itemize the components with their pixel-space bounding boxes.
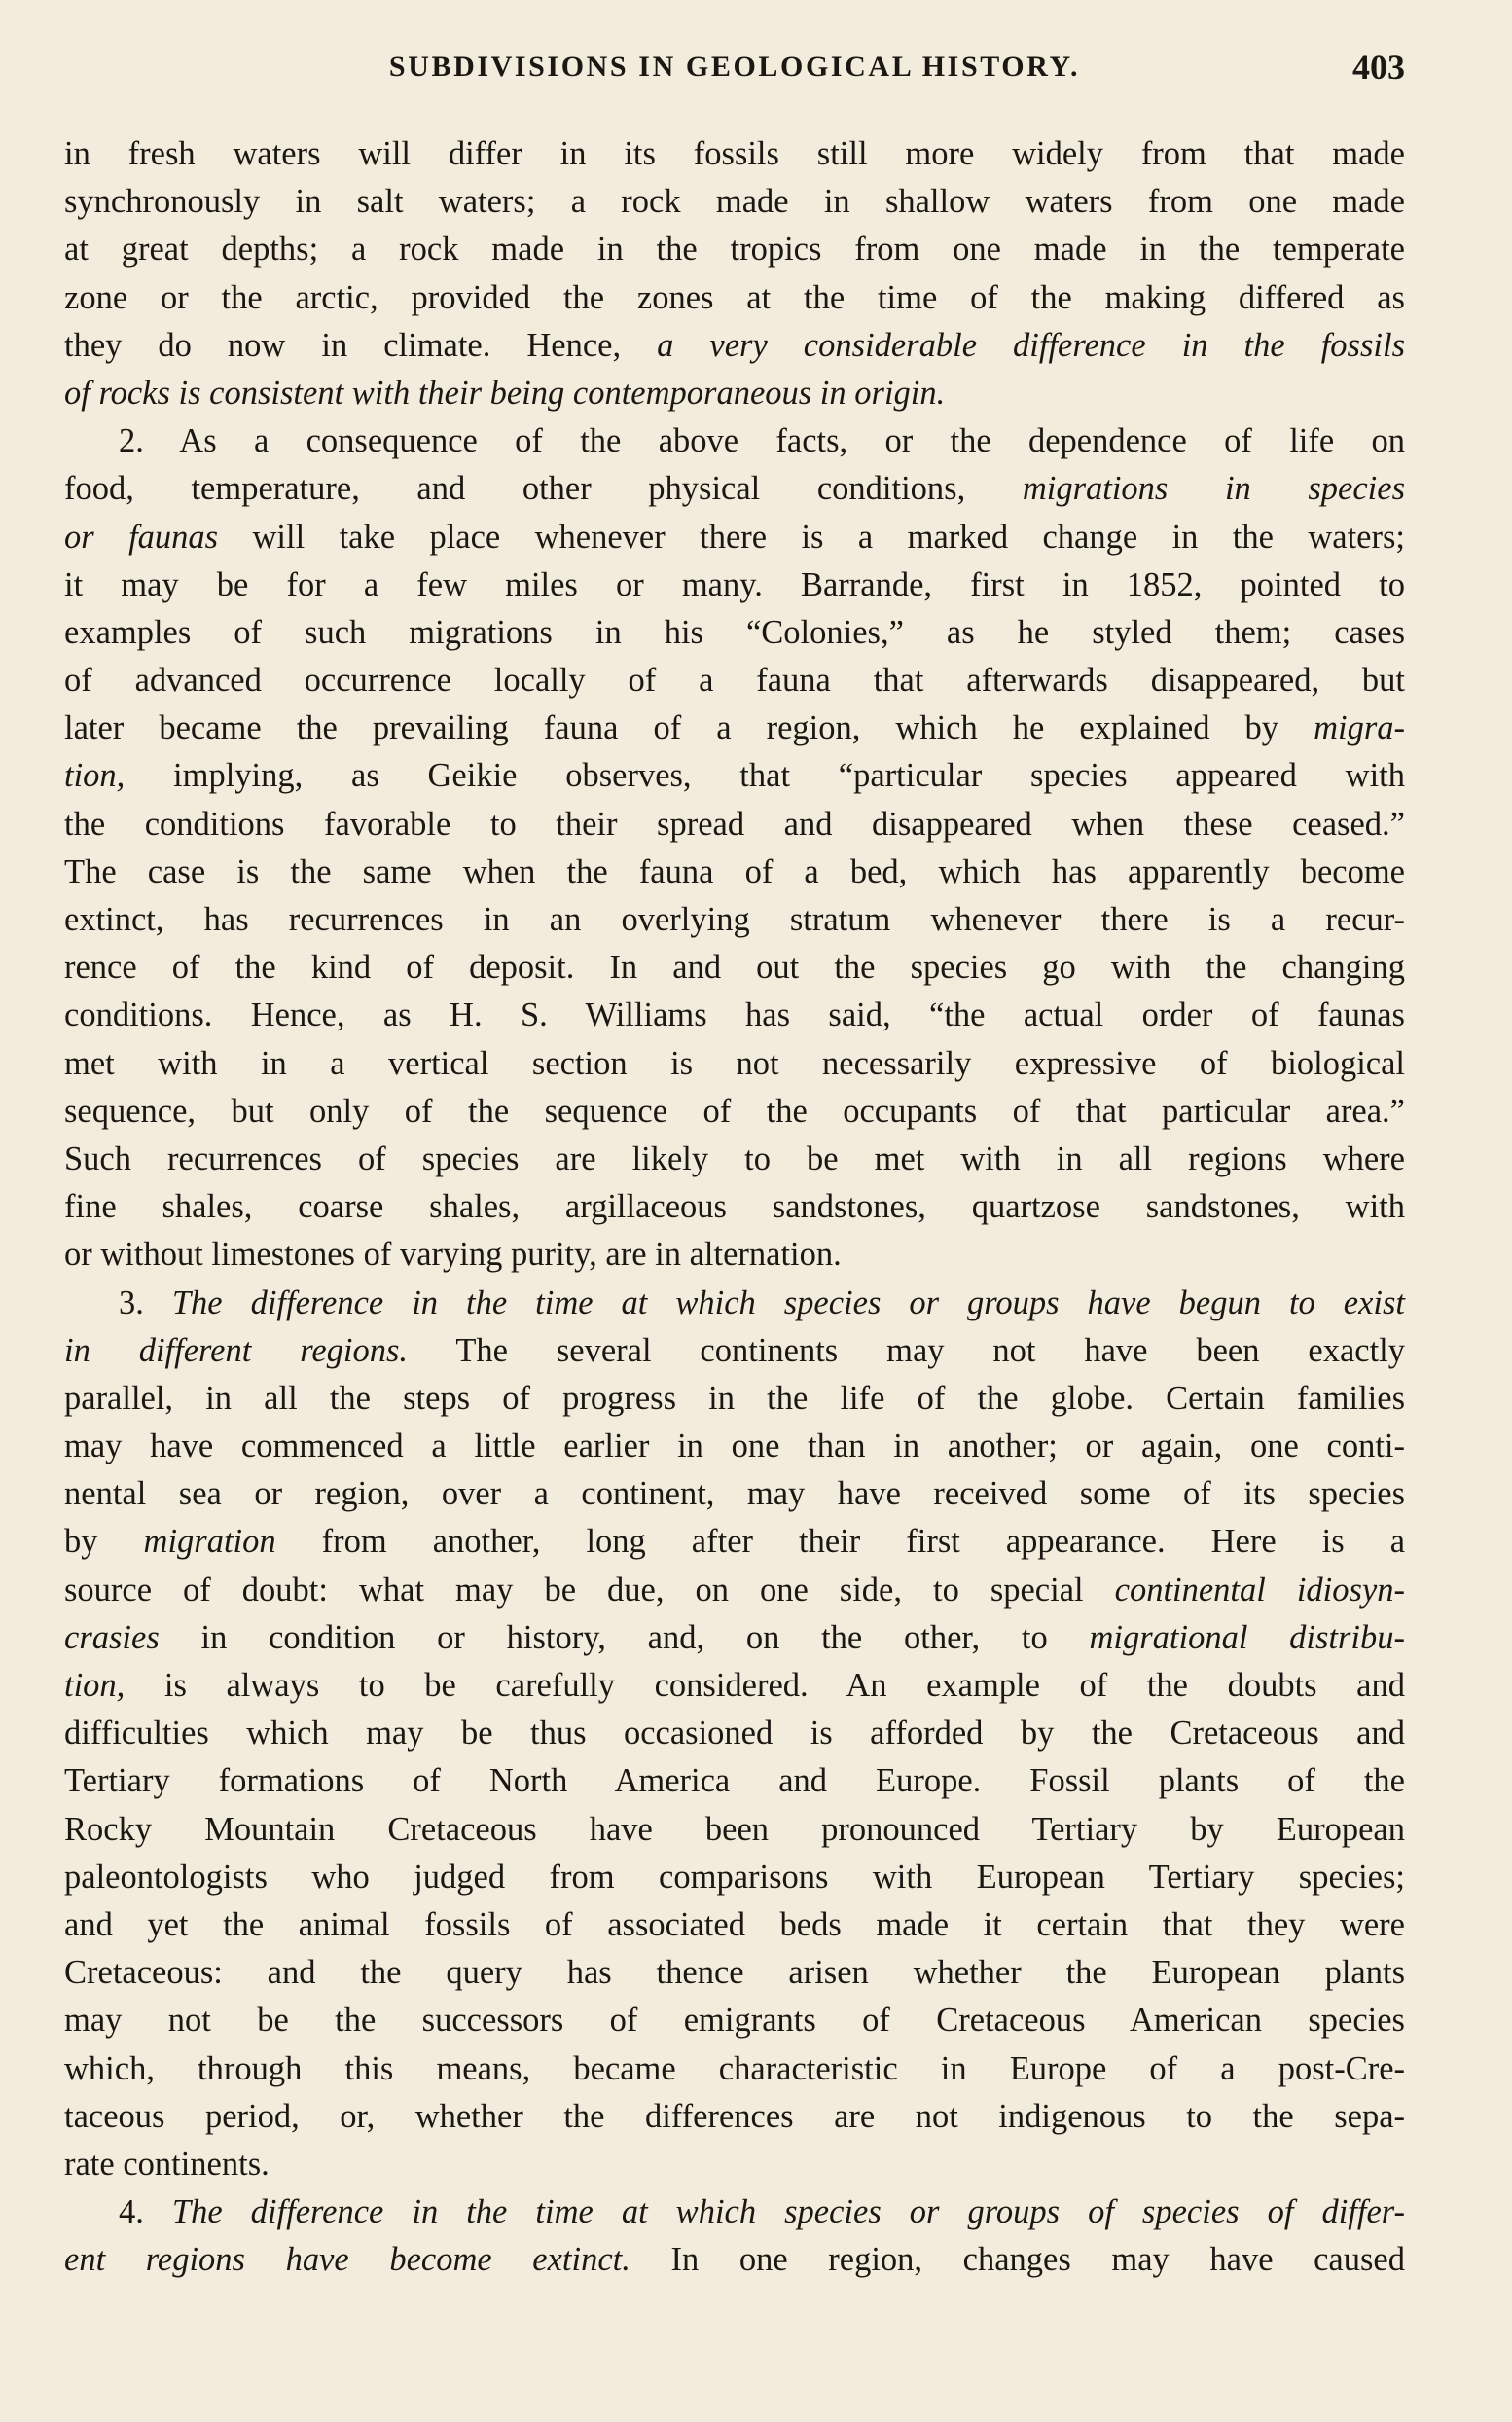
text-line xyxy=(64,1327,1405,1375)
text-line xyxy=(64,752,1405,800)
text-line xyxy=(64,417,1405,465)
text-run: conditions. Hence, as H. S. Williams has said, “the actual order of faunas xyxy=(64,996,1405,1034)
text-run: which, through this means, became characteristic in Europe of a post-Cre- xyxy=(64,2049,1405,2087)
text-line xyxy=(64,178,1405,226)
text-line xyxy=(64,1280,1405,1327)
text-run: parallel, in all the steps of progress in the life of the globe. Certain families xyxy=(64,1379,1405,1417)
text-run: 4. xyxy=(119,2193,172,2231)
text-run: in condition or history, and, on the other, to xyxy=(159,1618,1090,1656)
text-run: nental sea or region, over a continent, may have received some of its species xyxy=(64,1475,1405,1513)
text-line xyxy=(64,1518,1405,1566)
text-line xyxy=(64,609,1405,657)
text-line xyxy=(64,2045,1405,2093)
text-line xyxy=(64,705,1405,752)
italic-text: migrational distribu- xyxy=(1089,1618,1406,1656)
text-run: synchronously in salt waters; a rock made in shallow waters from one made xyxy=(64,183,1405,221)
text-run: of advanced occurrence locally of a fauna that afterwards disappeared, but xyxy=(64,662,1405,700)
italic-text: The difference in the time at which species or groups have begun to exist xyxy=(171,1283,1405,1321)
text-line xyxy=(64,1710,1405,1757)
page-number: 403 xyxy=(1352,48,1405,87)
italic-text: a very considerable difference in the fossils xyxy=(657,326,1405,364)
text-line xyxy=(64,657,1405,705)
text-run: by xyxy=(64,1523,144,1561)
text-run: sequence, but only of the sequence of the occupants of that particular area.” xyxy=(64,1092,1405,1130)
text-run: in fresh waters will differ in its fossils still more widely from that made xyxy=(64,135,1405,172)
text-line xyxy=(64,2141,1405,2188)
text-line xyxy=(64,2093,1405,2141)
text-run: will take place whenever there is a marked change in the waters; xyxy=(218,518,1405,556)
text-run: rence of the kind of deposit. In and out the species go with the changing xyxy=(64,949,1405,987)
text-run: 3. xyxy=(119,1283,172,1321)
text-line xyxy=(64,1423,1405,1470)
italic-text: in different regions. xyxy=(64,1331,409,1369)
text-run: is always to be carefully considered. An example of the doubts and xyxy=(125,1667,1405,1704)
text-line xyxy=(64,322,1405,370)
text-line xyxy=(64,1806,1405,1854)
text-line xyxy=(64,1854,1405,1901)
text-run: from another, long after their first appearance. Here is a xyxy=(275,1523,1406,1561)
italic-text: migrations in species xyxy=(1022,470,1405,508)
text-line xyxy=(64,896,1405,944)
text-run: The several continents may not have been exactly xyxy=(408,1331,1405,1369)
italic-text: tion, xyxy=(64,757,126,795)
text-run: at great depths; a rock made in the tropics from one made in the temperate xyxy=(64,231,1405,269)
text-line xyxy=(64,1470,1405,1518)
text-run: Such recurrences of species are likely to be met with in all regions where xyxy=(64,1139,1405,1177)
italic-text: ent regions have become extinct. xyxy=(64,2241,630,2279)
text-run: source of doubt: what may be due, on one side, to special xyxy=(64,1571,1115,1609)
text-run: paleontologists who judged from comparisons with European Tertiary species; xyxy=(64,1858,1405,1896)
italic-text: The difference in the time at which species or groups of species of differ- xyxy=(171,2193,1405,2231)
text-line xyxy=(64,1949,1405,1997)
italic-text: crasies xyxy=(64,1618,160,1656)
text-line xyxy=(64,1757,1405,1805)
text-line xyxy=(64,130,1405,178)
text-line xyxy=(64,1231,1405,1279)
italic-text: migration xyxy=(143,1523,276,1561)
italic-text: tion, xyxy=(64,1667,126,1704)
running-title: SUBDIVISIONS IN GEOLOGICAL HISTORY. xyxy=(388,51,1081,83)
text-run: difficulties which may be thus occasioned is afforded by the Cretaceous and xyxy=(64,1715,1405,1753)
text-line xyxy=(64,1136,1405,1183)
text-line xyxy=(64,1901,1405,1949)
text-run: or without limestones of varying purity, are in alternation. xyxy=(64,1236,842,1274)
text-line xyxy=(64,1662,1405,1710)
text-line xyxy=(64,2236,1405,2284)
body-text xyxy=(64,130,1405,2284)
text-run: Rocky Mountain Cretaceous have been pronounced Tertiary by European xyxy=(64,1810,1405,1848)
text-line xyxy=(64,1567,1405,1614)
text-line xyxy=(64,465,1405,513)
text-line xyxy=(64,992,1405,1039)
text-run: taceous period, or, whether the differences are not indigenous to the sepa- xyxy=(64,2097,1405,2135)
text-line xyxy=(64,274,1405,322)
page-header xyxy=(64,47,1405,93)
text-line xyxy=(64,849,1405,896)
text-run: Tertiary formations of North America and Europe. Fossil plants of the xyxy=(64,1762,1405,1800)
italic-text: or faunas xyxy=(64,518,219,556)
text-line xyxy=(64,226,1405,273)
italic-text: continental idiosyn- xyxy=(1114,1571,1405,1609)
text-run: may have commenced a little earlier in one than in another; or again, one conti- xyxy=(64,1428,1405,1465)
text-line xyxy=(64,370,1405,417)
text-run: may not be the successors of emigrants of Cretaceous American species xyxy=(64,2002,1405,2040)
text-line xyxy=(64,1040,1405,1088)
text-run: later became the prevailing fauna of a region, which he explained by xyxy=(64,709,1314,747)
text-run: Cretaceous: and the query has thence arisen whether the European plants xyxy=(64,1954,1405,1992)
text-line xyxy=(64,561,1405,609)
text-run: and yet the animal fossils of associated beds made it certain that they were xyxy=(64,1905,1405,1943)
italic-text: migra- xyxy=(1314,709,1405,747)
text-run: food, temperature, and other physical conditions, xyxy=(64,470,1023,508)
text-run: met with in a vertical section is not necessarily expressive of biological xyxy=(64,1044,1405,1082)
text-run: zone or the arctic, provided the zones at the time of the making differed as xyxy=(64,278,1405,316)
text-run: implying, as Geikie observes, that “particular species appeared with xyxy=(125,757,1405,795)
italic-text: of rocks is consistent with their being contemporaneous in origin. xyxy=(64,374,946,412)
text-line xyxy=(64,1183,1405,1231)
text-run: they do now in climate. Hence, xyxy=(64,326,658,364)
text-line xyxy=(64,944,1405,992)
text-run: fine shales, coarse shales, argillaceous sandstones, quartzose sandstones, with xyxy=(64,1188,1405,1226)
text-line xyxy=(64,1375,1405,1423)
text-line xyxy=(64,1088,1405,1136)
text-run: the conditions favorable to their spread and disappeared when these ceased.” xyxy=(64,805,1405,843)
text-line xyxy=(64,2188,1405,2236)
text-run: The case is the same when the fauna of a bed, which has apparently become xyxy=(64,852,1405,890)
text-run: rate continents. xyxy=(64,2145,270,2183)
text-line xyxy=(64,1997,1405,2044)
text-line xyxy=(64,514,1405,561)
text-run: 2. As a consequence of the above facts, or the dependence of life on xyxy=(119,422,1405,460)
text-line xyxy=(64,1614,1405,1662)
text-run: it may be for a few miles or many. Barrande, first in 1852, pointed to xyxy=(64,565,1405,603)
text-run: In one region, changes may have caused xyxy=(630,2241,1405,2279)
text-line xyxy=(64,801,1405,849)
text-run: examples of such migrations in his “Colonies,” as he styled them; cases xyxy=(64,613,1405,651)
text-run: extinct, has recurrences in an overlying stratum whenever there is a recur- xyxy=(64,901,1405,938)
